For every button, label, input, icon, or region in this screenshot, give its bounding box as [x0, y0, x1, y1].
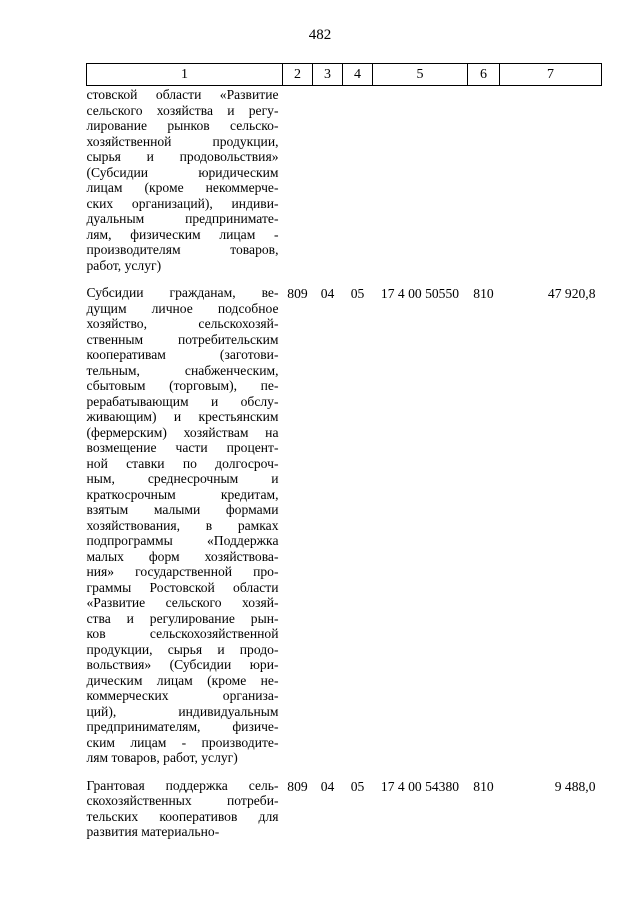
table-row	[87, 86, 602, 286]
cell-target-article: 17 4 00 50550	[380, 286, 460, 301]
description-line: хозяйственной продукции,	[86, 133, 279, 149]
description-line: живающим) и крестьянским	[86, 409, 279, 424]
description-line: предпринимателям, физиче-	[86, 719, 279, 734]
table-header-row	[87, 64, 602, 86]
description-line: стовской области «Развитие	[86, 87, 279, 102]
description-line: скохозяйственных потреби-	[86, 793, 279, 808]
description-line: лям товаров, работ, услуг)	[86, 750, 238, 765]
description-line: сбытовым (торговым), пе-	[86, 378, 279, 393]
description-line: краткосрочным кредитам,	[86, 486, 279, 502]
cell-ministry: 809	[287, 286, 308, 301]
cell-section	[313, 86, 343, 286]
cell-target-article: 17 4 00 54380	[380, 778, 460, 794]
description-line: работ, услуг)	[86, 257, 162, 273]
description-line: продукции, сырья и продо-	[86, 641, 279, 657]
description-line: (фермерским) хозяйствам на	[86, 424, 279, 440]
description-line: хозяйствования, в рамках	[86, 517, 279, 533]
cell-subsection	[343, 86, 373, 286]
cell-section: 04	[320, 778, 335, 794]
description-line: Субсидии гражданам, ве-	[86, 285, 279, 300]
description-line: ния» государственной про-	[86, 564, 279, 579]
cell-expense-type: 810	[473, 778, 494, 794]
page-number: 482	[308, 27, 332, 43]
cell-expense-type	[468, 86, 500, 286]
column-header-1: 1	[87, 64, 283, 86]
description-line: лирование рынков сельско-	[86, 118, 279, 133]
description-line: дущим личное подсобное	[86, 300, 279, 316]
cell-expense-type: 810	[473, 286, 494, 301]
description-line: лям, физическим лицам -	[86, 226, 279, 242]
description-line: ственным потребительским	[86, 331, 279, 347]
description-line: ным, среднесрочным и	[86, 471, 279, 486]
description-line: ций), индивидуальным	[86, 703, 279, 719]
cell-amount	[500, 86, 602, 286]
column-header-7: 7	[500, 64, 602, 86]
description-line: тельских кооперативов для	[86, 808, 279, 824]
table-row	[87, 778, 602, 840]
description-line: ства и регулирование рын-	[86, 610, 279, 626]
description-line: подпрограммы «Поддержка	[86, 533, 279, 548]
description-line: развития материально-	[86, 824, 220, 839]
cell-subsection: 05	[350, 778, 365, 794]
budget-table	[86, 63, 602, 840]
description-line: (Субсидии юридическим	[86, 164, 279, 180]
cell-target-article	[373, 86, 468, 286]
description-line: ским лицам - производите-	[86, 734, 279, 750]
description-line: кооперативам (заготови-	[86, 347, 279, 362]
cell-amount: 9 488,0	[554, 778, 596, 794]
column-header-2: 2	[283, 64, 313, 86]
description-line: Грантовая поддержка сель-	[86, 777, 279, 793]
description-line: производителям товаров,	[86, 242, 279, 257]
description-line: малых форм хозяйствова-	[86, 548, 279, 564]
cell-ministry	[283, 86, 313, 286]
description-line: сырья и продовольствия»	[86, 149, 279, 164]
column-header-6: 6	[468, 64, 500, 86]
description-line: ков сельскохозяйственной	[86, 626, 279, 641]
table-row	[87, 285, 602, 778]
description-line: хозяйство, сельскохозяй-	[86, 316, 279, 331]
cell-section: 04	[320, 286, 335, 301]
description-line: дическим лицам (кроме не-	[86, 672, 279, 688]
column-header-3: 3	[313, 64, 343, 86]
description-line: рерабатывающим и обслу-	[86, 393, 279, 409]
cell-amount: 47 920,8	[547, 286, 596, 301]
row-description	[87, 86, 283, 286]
description-line: взятым малыми формами	[86, 502, 279, 517]
description-line: лицам (кроме некоммерче-	[86, 180, 279, 195]
description-line: сельского хозяйства и регу-	[86, 102, 279, 118]
column-header-5: 5	[373, 64, 468, 86]
cell-subsection: 05	[350, 286, 365, 301]
description-line: граммы Ростовской области	[86, 579, 279, 595]
description-line: тельным, снабженческим,	[86, 362, 279, 378]
cell-ministry: 809	[287, 778, 308, 794]
description-line: ских организаций), индиви-	[86, 195, 279, 211]
column-header-4: 4	[343, 64, 373, 86]
row-description	[87, 285, 283, 778]
description-line: дуальным предпринимате-	[86, 211, 279, 226]
description-line: коммерческих организа-	[86, 688, 279, 703]
description-line: «Развитие сельского хозяй-	[86, 595, 279, 610]
row-description	[87, 778, 283, 840]
description-line: вольствия» (Субсидии юри-	[86, 657, 279, 672]
description-line: ной ставки по долгосроч-	[86, 455, 279, 471]
description-line: возмещение части процент-	[86, 440, 279, 455]
